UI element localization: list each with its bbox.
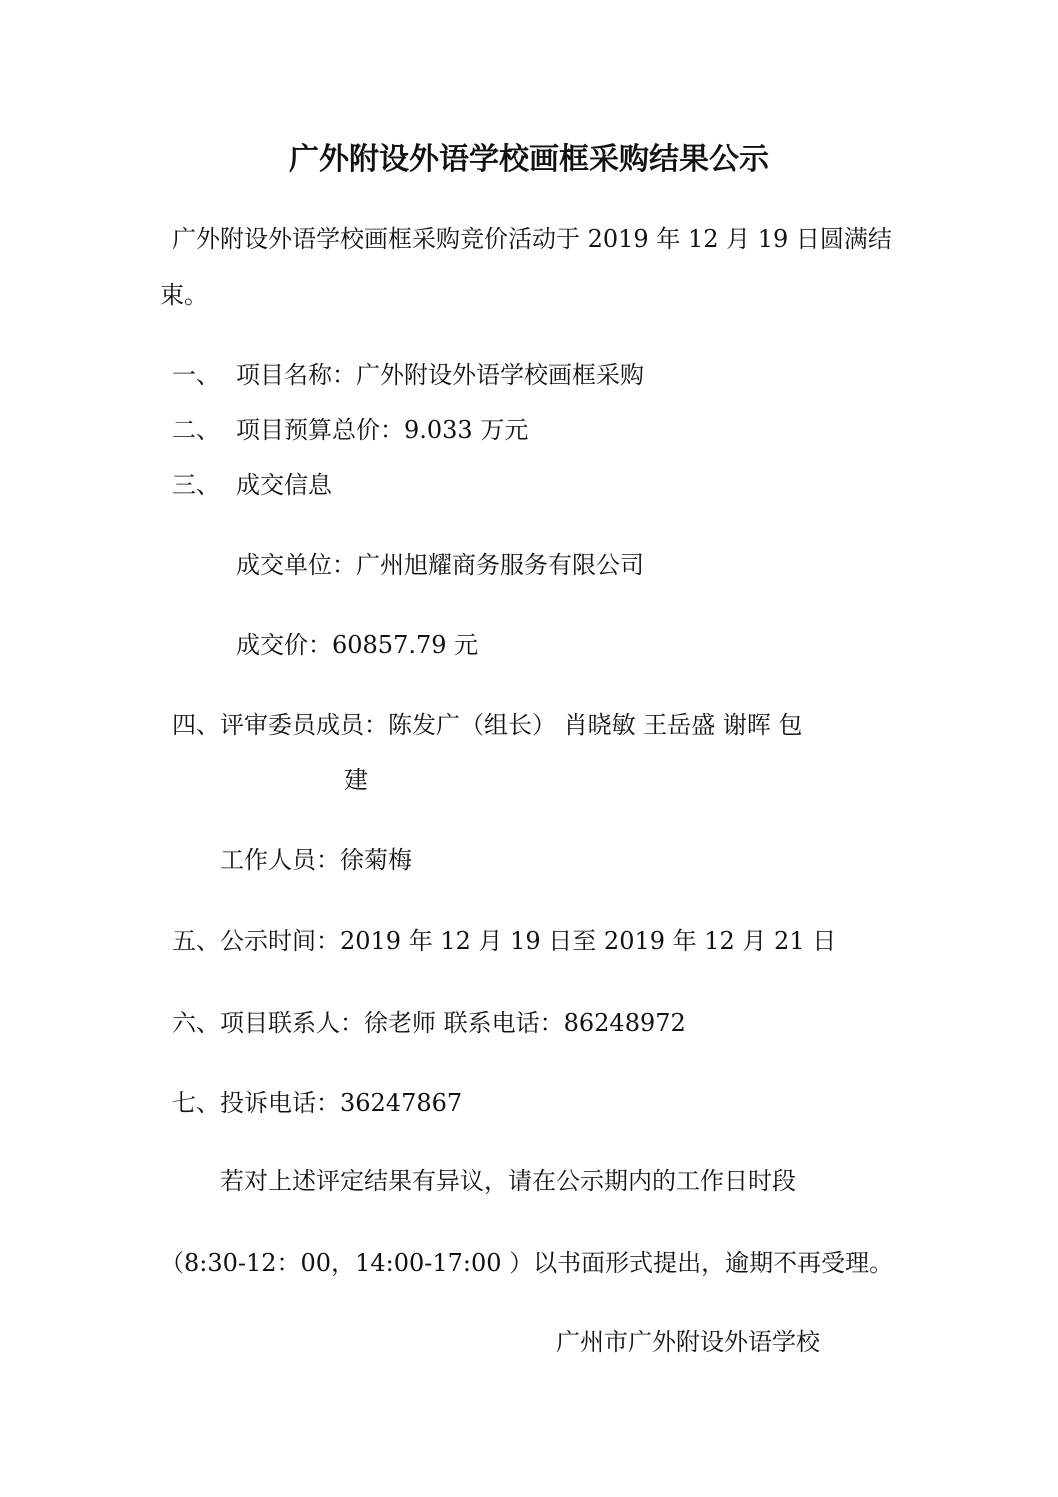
item-number: 一、	[172, 361, 220, 389]
intro-line-1: 广外附设外语学校画框采购竞价活动于 2019 年 12 月 19 日圆满结	[172, 225, 892, 253]
staff: 工作人员：徐菊梅	[220, 846, 412, 874]
item-number: 三、	[172, 471, 220, 499]
item-project-name	[172, 360, 644, 390]
document-title: 广外附设外语学校画框采购结果公示	[289, 142, 769, 177]
item-contact: 六、项目联系人：徐老师 联系电话：86248972	[172, 1009, 686, 1037]
item-number: 二、	[172, 416, 220, 444]
item-text: 项目预算总价：9.033 万元	[236, 416, 529, 444]
item-budget	[172, 415, 528, 445]
intro-line-2: 束。	[160, 281, 208, 309]
notice-line-2: （8:30-12：00，14:00-17:00 ）以书面形式提出，逾期不再受理。	[160, 1249, 894, 1277]
item-text: 成交信息	[236, 471, 332, 499]
committee-line-2: 建	[344, 766, 368, 794]
signature: 广州市广外附设外语学校	[556, 1328, 820, 1356]
committee-line-1: 四、评审委员成员：陈发广（组长） 肖晓敏 王岳盛 谢晖 包	[172, 711, 803, 739]
deal-unit: 成交单位：广州旭耀商务服务有限公司	[236, 551, 644, 579]
item-text: 项目名称：广外附设外语学校画框采购	[236, 361, 644, 389]
item-notice-period: 五、公示时间：2019 年 12 月 19 日至 2019 年 12 月 21 日	[172, 927, 837, 955]
deal-price: 成交价：60857.79 元	[236, 631, 479, 659]
notice-line-1: 若对上述评定结果有异议，请在公示期内的工作日时段	[220, 1167, 796, 1195]
item-deal-info	[172, 470, 332, 500]
item-complaint-phone: 七、投诉电话：36247867	[172, 1089, 463, 1117]
